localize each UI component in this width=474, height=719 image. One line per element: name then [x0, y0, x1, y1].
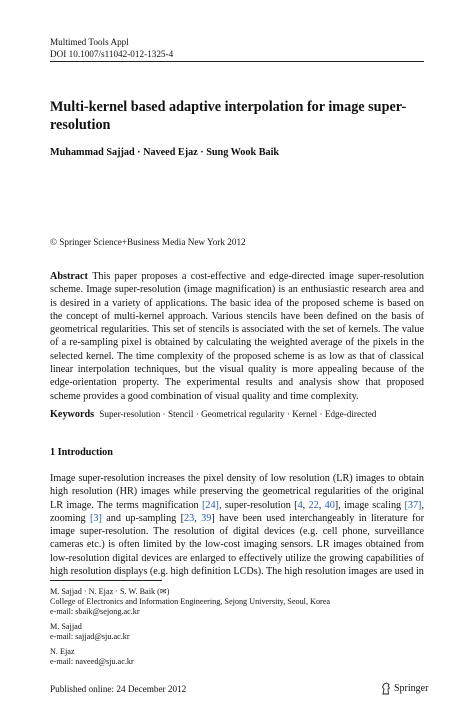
abstract-text: This paper proposes a cost-effective and edge-directed image super-resolution scheme. Image super-resolution (image magnification) is an enthusiastic research area and is desired in a variety of applications. The basic idea of the proposed scheme is based on the concept of multi-kernel approach. Various stencils have been defined on the basis of geometrical regularities. This set of stencils is associated with the set of kernels. The value of a re-sampling pixel is obtained by calculating the weighted average of the pixels in the selected kernel. The time complexity of the proposed scheme is as low as that of classical linear interpolation techniques, but the visual quality is more appealing because of the edge-orientation property. The experimental results and analysis show that proposed scheme provides a good combination of visual quality and time complexity.	[50, 271, 424, 402]
footnote-email[interactable]: e-mail: sbaik@sejong.ac.kr	[50, 607, 140, 617]
author-footnote	[50, 647, 430, 667]
footnote-author-name: N. Ejaz	[50, 647, 75, 656]
footnote-affiliation: College of Electronics and Information Engineering, Sejong University, Seoul, Korea	[50, 597, 331, 607]
citation-link[interactable]: 4	[297, 499, 303, 511]
author-footnote	[50, 622, 430, 642]
citation-link[interactable]: [3]	[90, 512, 102, 524]
citation-link[interactable]: [24]	[201, 499, 219, 511]
paper-title: Multi-kernel based adaptive interpolation for image super-resolution	[50, 99, 407, 133]
doi[interactable]: DOI 10.1007/s11042-012-1325-4	[50, 49, 174, 59]
abstract-label: Abstract	[50, 271, 88, 282]
intro-text: and up-sampling	[101, 512, 181, 524]
intro-text: Image super-resolution increases the pixel density of low resolution (LR) images to obtain high resolution (HR) images while preserving the geometrical regularities of the original LR image. The terms magnification	[50, 473, 424, 511]
footnote-author-name: M. Sajjad	[50, 622, 82, 631]
springer-wordmark: Springer	[394, 683, 429, 694]
footnote-email[interactable]: e-mail: sajjad@sju.ac.kr	[50, 632, 130, 642]
springer-horse-icon	[381, 682, 391, 695]
intro-text: ,	[318, 499, 325, 511]
footnote-rule	[50, 580, 162, 581]
journal-name: Multimed Tools Appl	[50, 37, 129, 47]
citation-link[interactable]: 23	[184, 512, 195, 524]
intro-text: ,	[302, 499, 309, 511]
citation-link[interactable]: 40	[324, 499, 335, 511]
intro-text: , image scaling	[338, 499, 405, 511]
introduction-paragraph: Image super-resolution increases the pixel density of low resolution (LR) images to obtain high resolution (HR) images while preserving the geometrical regularities of the original LR image. The terms magnification [24], super-resolution [4, 22, 40], image scaling [37], zooming [3] and up-sampling [23, 39] have been used interchangeably in literature for image super-resolution. The resolution of digital devices (e.g. cell phone, surveillance cameras etc.) is often limited by the low-cost imaging sensors. LR images obtained from low-resolution digital devices are enlarged to effectively utilize the growing capabilities of high resolution displays (e.g. high definition LCDs). The high resolution images are used in	[50, 473, 424, 578]
affiliation-footnote	[50, 587, 430, 618]
springer-logo	[381, 682, 428, 695]
header-rule	[50, 61, 424, 62]
footnote-email[interactable]: e-mail: naveed@sju.ac.kr	[50, 657, 134, 667]
running-header	[50, 36, 173, 60]
keywords-block	[50, 408, 424, 421]
citation-link[interactable]: 22	[308, 499, 319, 511]
citation-link[interactable]: [37]	[404, 499, 422, 511]
author-list: Muhammad Sajjad · Naveed Ejaz · Sung Wook Baik	[50, 147, 280, 158]
intro-text: ,	[194, 512, 202, 524]
section-heading: 1 Introduction	[50, 447, 113, 458]
intro-text: , zooming	[50, 499, 424, 524]
abstract-block	[50, 270, 424, 403]
intro-text: have been used interchangeably in literature for image super-resolution. The resolution of digital devices (e.g. cell phone, surveillance cameras etc.) is often limited by the low-cost imaging sensors. LR images obtained from low-resolution digital devices are enlarged to effectively utilize the growing capabilities of high resolution displays (e.g. high definition LCDs). The high resolution images are used in	[50, 512, 424, 578]
citation-link[interactable]: 39	[201, 512, 212, 524]
keywords-list: Super-resolution · Stencil · Geometrical regularity · Kernel · Edge-directed	[99, 409, 377, 419]
footnote-authors: M. Sajjad · N. Ejaz · S. W. Baik (✉)	[50, 587, 170, 596]
keywords-label: Keywords	[50, 409, 95, 420]
published-date: Published online: 24 December 2012	[50, 684, 187, 694]
intro-text: , super-resolution	[218, 499, 295, 511]
copyright-notice: © Springer Science+Business Media New York 2012	[50, 237, 246, 247]
